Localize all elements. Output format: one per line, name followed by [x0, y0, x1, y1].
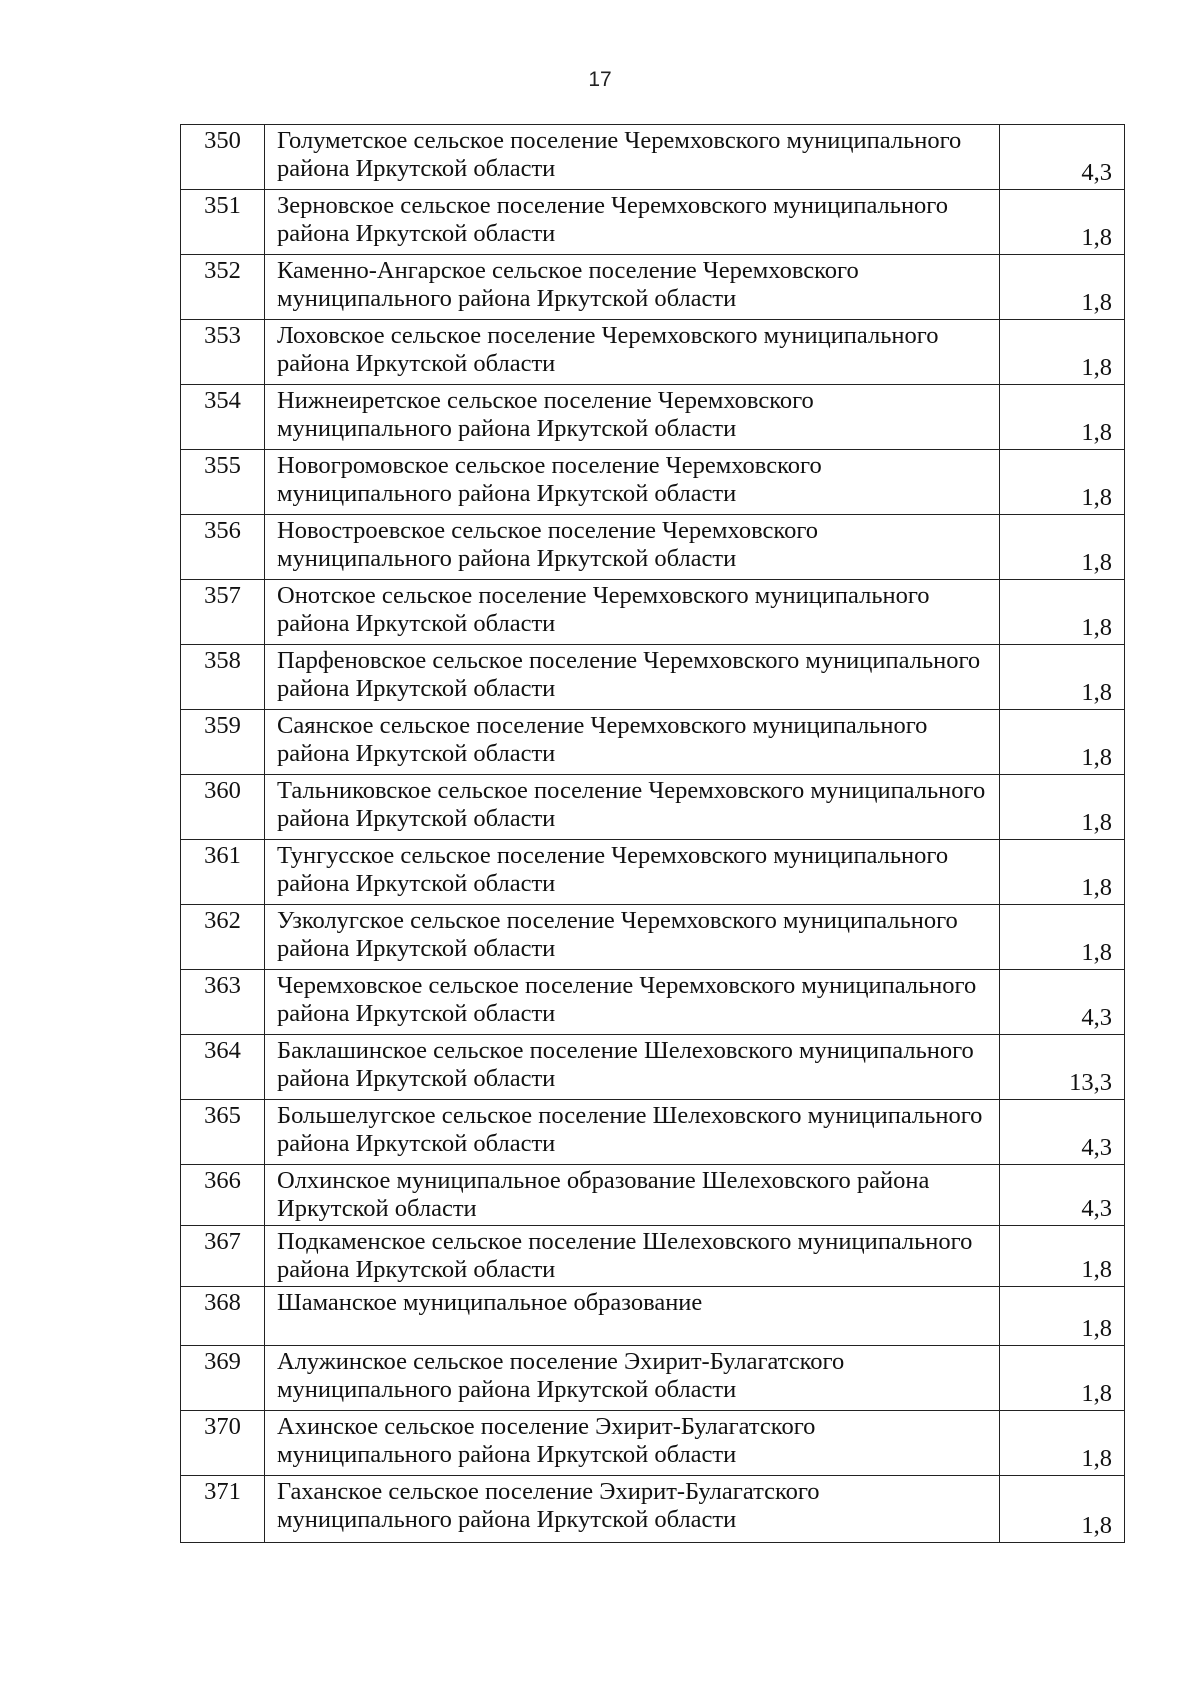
table-row — [181, 1165, 1125, 1226]
table-row — [181, 1411, 1125, 1476]
settlement-name: Олхинское муниципальное образование Шелеховского района Иркутской области — [265, 1165, 1000, 1226]
table-row — [181, 255, 1125, 320]
table-row — [181, 320, 1125, 385]
settlement-name: Лоховское сельское поселение Черемховского муниципального района Иркутской области — [265, 320, 1000, 385]
row-value: 1,8 — [1000, 255, 1125, 320]
settlement-name: Тальниковское сельское поселение Черемховского муниципального района Иркутской области — [265, 775, 1000, 840]
row-value: 1,8 — [1000, 1346, 1125, 1411]
row-value: 1,8 — [1000, 710, 1125, 775]
settlement-name: Парфеновское сельское поселение Черемховского муниципального района Иркутской области — [265, 645, 1000, 710]
row-value: 1,8 — [1000, 385, 1125, 450]
settlement-name: Гаханское сельское поселение Эхирит-Булагатского муниципального района Иркутской области — [265, 1476, 1000, 1543]
settlement-name: Большелугское сельское поселение Шелеховского муниципального района Иркутской области — [265, 1100, 1000, 1165]
row-value: 4,3 — [1000, 125, 1125, 190]
row-value: 1,8 — [1000, 515, 1125, 580]
row-value: 4,3 — [1000, 1165, 1125, 1226]
row-number: 362 — [181, 905, 265, 970]
table-row — [181, 775, 1125, 840]
table-row — [181, 125, 1125, 190]
row-number: 363 — [181, 970, 265, 1035]
row-number: 367 — [181, 1226, 265, 1287]
settlement-name: Каменно-Ангарское сельское поселение Черемховского муниципального района Иркутской области — [265, 255, 1000, 320]
settlement-name: Тунгусское сельское поселение Черемховского муниципального района Иркутской области — [265, 840, 1000, 905]
row-number: 356 — [181, 515, 265, 580]
row-number: 350 — [181, 125, 265, 190]
page-number: 17 — [588, 68, 612, 91]
table-row — [181, 970, 1125, 1035]
row-value: 1,8 — [1000, 775, 1125, 840]
table-row — [181, 1035, 1125, 1100]
row-number: 352 — [181, 255, 265, 320]
row-number: 358 — [181, 645, 265, 710]
row-number: 370 — [181, 1411, 265, 1476]
settlement-name: Ахинское сельское поселение Эхирит-Булагатского муниципального района Иркутской области — [265, 1411, 1000, 1476]
table-row — [181, 1346, 1125, 1411]
settlement-name: Алужинское сельское поселение Эхирит-Булагатского муниципального района Иркутской области — [265, 1346, 1000, 1411]
table-row — [181, 1287, 1125, 1346]
row-number: 360 — [181, 775, 265, 840]
row-value: 1,8 — [1000, 320, 1125, 385]
row-value: 1,8 — [1000, 645, 1125, 710]
row-number: 368 — [181, 1287, 265, 1346]
settlement-name: Узколугское сельское поселение Черемховского муниципального района Иркутской области — [265, 905, 1000, 970]
settlement-name: Онотское сельское поселение Черемховского муниципального района Иркутской области — [265, 580, 1000, 645]
row-number: 357 — [181, 580, 265, 645]
row-value: 13,3 — [1000, 1035, 1125, 1100]
table-row — [181, 1226, 1125, 1287]
row-number: 365 — [181, 1100, 265, 1165]
settlements-table — [180, 124, 1125, 1543]
row-value: 1,8 — [1000, 190, 1125, 255]
row-value: 1,8 — [1000, 1411, 1125, 1476]
row-number: 355 — [181, 450, 265, 515]
row-value: 1,8 — [1000, 450, 1125, 515]
row-value: 1,8 — [1000, 1476, 1125, 1543]
row-value: 4,3 — [1000, 1100, 1125, 1165]
row-value: 1,8 — [1000, 1287, 1125, 1346]
table-row — [181, 450, 1125, 515]
table-row — [181, 515, 1125, 580]
table-row — [181, 190, 1125, 255]
table-row — [181, 645, 1125, 710]
table-row — [181, 1476, 1125, 1543]
settlement-name: Черемховское сельское поселение Черемховского муниципального района Иркутской области — [265, 970, 1000, 1035]
settlements-table-body — [181, 125, 1125, 1543]
row-value: 1,8 — [1000, 840, 1125, 905]
settlement-name: Зерновское сельское поселение Черемховского муниципального района Иркутской области — [265, 190, 1000, 255]
settlement-name: Подкаменское сельское поселение Шелеховского муниципального района Иркутской области — [265, 1226, 1000, 1287]
row-value: 4,3 — [1000, 970, 1125, 1035]
row-value: 1,8 — [1000, 1226, 1125, 1287]
row-value: 1,8 — [1000, 580, 1125, 645]
settlement-name: Баклашинское сельское поселение Шелеховского муниципального района Иркутской области — [265, 1035, 1000, 1100]
row-number: 353 — [181, 320, 265, 385]
row-number: 371 — [181, 1476, 265, 1543]
settlement-name: Шаманское муниципальное образование — [265, 1287, 1000, 1346]
settlement-name: Нижнеиретское сельское поселение Черемховского муниципального района Иркутской области — [265, 385, 1000, 450]
table-row — [181, 840, 1125, 905]
table-row — [181, 905, 1125, 970]
row-number: 364 — [181, 1035, 265, 1100]
row-number: 354 — [181, 385, 265, 450]
table-row — [181, 1100, 1125, 1165]
row-value: 1,8 — [1000, 905, 1125, 970]
settlement-name: Голуметское сельское поселение Черемховского муниципального района Иркутской области — [265, 125, 1000, 190]
row-number: 369 — [181, 1346, 265, 1411]
settlement-name: Новогромовское сельское поселение Черемховского муниципального района Иркутской области — [265, 450, 1000, 515]
settlement-name: Новостроевское сельское поселение Черемховского муниципального района Иркутской области — [265, 515, 1000, 580]
table-row — [181, 385, 1125, 450]
table-row — [181, 580, 1125, 645]
row-number: 359 — [181, 710, 265, 775]
table-row — [181, 710, 1125, 775]
row-number: 351 — [181, 190, 265, 255]
row-number: 361 — [181, 840, 265, 905]
settlement-name: Саянское сельское поселение Черемховского муниципального района Иркутской области — [265, 710, 1000, 775]
row-number: 366 — [181, 1165, 265, 1226]
